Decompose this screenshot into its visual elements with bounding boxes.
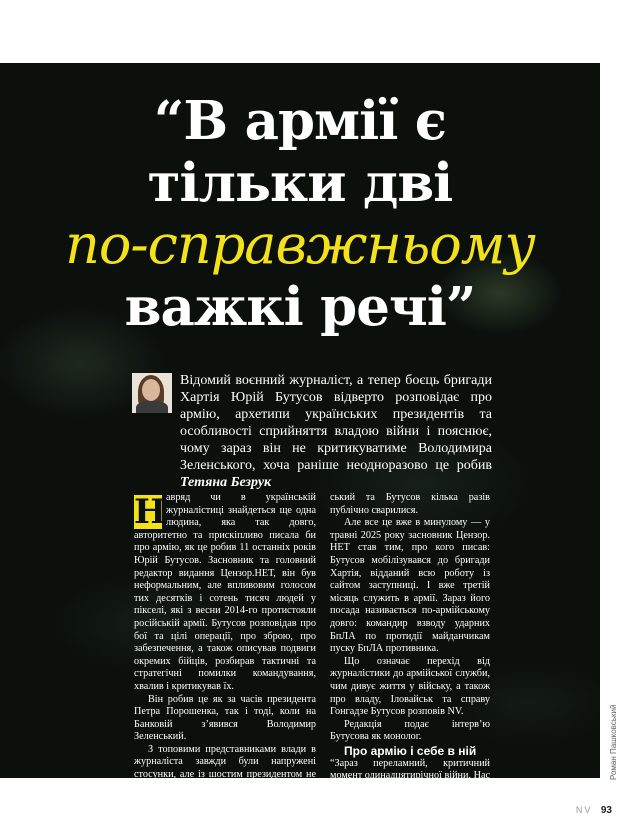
lead-author: Тетяна Безрук	[180, 475, 272, 490]
page-footer	[576, 800, 612, 818]
body-paragraph-3: З топовими представниками влади в журналіста завжди були напружені стосунки, але із шостим президентом не склалося особливо — Зелен-	[134, 743, 316, 793]
body-column-1	[134, 492, 316, 794]
body-paragraph-5: Але все це вже в минулому — у травні 2025 року засновник Цензор. НЕТ став тим, про кого писав: Бутусов мобілізувався до бригади Хартія, відданий всю роботу із сайтом заступниці. І вже третій місяць служить в армії. Зараз його посада називається по-армійському довго: командир взводу ударних БпЛА по протидії майданчикам пуску БпЛА противника.	[330, 517, 490, 655]
headline-line-4: важкі речі”	[124, 276, 476, 338]
body-paragraph-7: Редакція подає інтерв’ю Бутусова як монолог.	[330, 718, 490, 743]
headline-line-2: тільки дві	[147, 152, 453, 214]
body-paragraph-2: Він робив це як за часів президента Петра Порошенка, так і тоді, коли на Банковій з’явився Володимир Зеленський.	[134, 693, 316, 743]
body-paragraph-6: Що означає перехід від журналістики до армійської служби, чим дивує життя у війську, а також про владу, Іловайськ та справу Гонгадзе Бутусов розповів NV.	[330, 655, 490, 718]
body-paragraph-1: Н авряд чи в українській журналістиці знайдеться ще одна людина, яка так довго, авторитетно та прискіпливо писала би про армію, як це робив 11 останніх років Юрій Бутусов. Засновник та головний редактор видання Цензор.НЕТ, він був неформальним, але впливовим голосом тих десятків і сотень тисяч людей у пікселі, які з весни 2014-го протистояли російській армії. Бутусов розповідав про бої та цілі операції, про зброю, про забезпечення, а також описував подвиги окремих бійців, розбирав тактичні та стратегічні помилки командування, хвалив і критикував їх.	[134, 492, 316, 692]
body-paragraph-8: “Зараз переламний, критичний момент одинадцятирічної війни. Нас намагаються схилити до миру. Миру, який має бути схожий на капітуляцію.	[330, 757, 490, 820]
lead-text: Відомий воєнний журналіст, а тепер боєць бригади Хартія Юрій Бутусов відверто розповідає про армію, архетипи українських президентів та особливості сприйняття владою війни і пояснює, чому зараз він не критикуватиме Володимира Зеленського, хоча раніше неодноразово це робив	[180, 373, 492, 473]
page-number: 93	[600, 805, 612, 816]
body-paragraph-4: ський та Бутусов кілька разів публічно сварилися.	[330, 492, 490, 516]
lead-paragraph	[180, 372, 492, 491]
section-subheading: Про армію і себе в ній	[344, 743, 477, 758]
headline-line-3-highlight: по-справжньому	[65, 213, 535, 276]
headline-line-1: “В армії є	[153, 90, 447, 152]
body-column-2	[330, 492, 490, 821]
drop-cap: Н	[134, 492, 167, 532]
magazine-brand: NV	[575, 805, 593, 815]
author-avatar	[132, 373, 172, 413]
headline-quote	[0, 90, 600, 338]
